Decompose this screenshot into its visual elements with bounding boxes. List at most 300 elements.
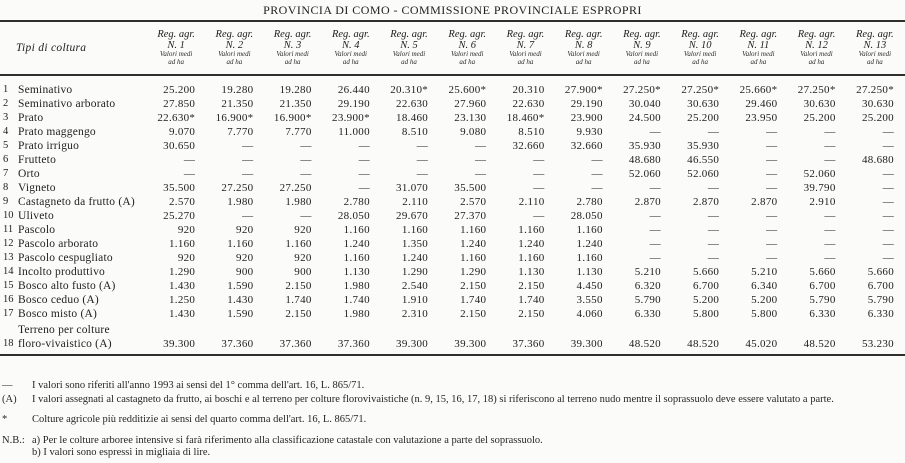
cell-value: 23.950	[745, 112, 778, 124]
cell-value: 1.980	[285, 196, 312, 208]
cell-value: 1.740	[460, 294, 487, 306]
cell-value: 35.930	[687, 140, 720, 152]
column-header-reg-agr-1: Reg. agr. N. 1 Valori medi ad ha	[157, 29, 195, 66]
cell-value: 28.050	[337, 210, 370, 222]
cell-value: —	[183, 168, 196, 180]
footnote-marker: N.B.:	[2, 434, 25, 446]
cell-value: —	[533, 154, 545, 166]
footnote-dash	[2, 380, 905, 393]
cell-value: 5.200	[751, 294, 778, 306]
cell-value: 27.900*	[564, 84, 603, 96]
cell-value: 27.370	[454, 210, 487, 222]
row-number: 11	[3, 224, 14, 235]
cell-value: 1.160	[518, 224, 545, 236]
cell-value: 29.460	[745, 98, 778, 110]
cell-value: 31.070	[396, 182, 429, 194]
cell-value: 25.270	[163, 210, 196, 222]
cell-value: 9.070	[168, 126, 196, 138]
cell-value: 920	[236, 252, 254, 264]
cell-value: 2.150	[460, 280, 487, 292]
table-row	[0, 153, 905, 167]
cell-value: 1.430	[168, 280, 196, 292]
cell-value: 21.350	[279, 98, 312, 110]
cell-value: 30.650	[163, 140, 196, 152]
table-row	[0, 237, 905, 251]
cell-value: 23.130	[454, 112, 487, 124]
cell-value: 920	[177, 224, 196, 236]
footnote-asterisk	[2, 414, 905, 427]
footnote-text: Colture agricole più redditizie ai sensi del quarto comma dell'art. 16, L. 865/71.	[32, 414, 367, 425]
cell-value: 6.340	[751, 280, 778, 292]
cell-value: 48.520	[687, 338, 720, 350]
row-number: 3	[3, 112, 9, 123]
cell-value: —	[882, 252, 894, 264]
cell-value: —	[824, 140, 836, 152]
cell-value: 2.870	[692, 196, 720, 208]
cell-value: 5.210	[751, 266, 778, 278]
cell-value: 28.050	[570, 210, 603, 222]
cell-value: —	[824, 252, 836, 264]
cell-value: 1.160	[460, 252, 487, 264]
cell-value: 1.160	[227, 238, 254, 250]
cell-value: 2.150	[285, 308, 312, 320]
cell-value: —	[183, 154, 196, 166]
cell-value: 39.300	[396, 338, 429, 350]
nb-line-a: a) Per le colture arboree intensive si farà riferimento alla classificazione catastale con valutazione a parte del soprassuolo.	[32, 434, 543, 446]
cell-value: 1.240	[576, 238, 603, 250]
row-label: Orto	[18, 168, 40, 180]
cell-value: 27.250*	[856, 84, 894, 96]
table-row	[0, 125, 905, 139]
cell-value: —	[649, 252, 661, 264]
cell-value: 1.240	[343, 238, 370, 250]
cell-value: —	[533, 182, 545, 194]
cell-value: —	[882, 140, 894, 152]
cell-value: 1.290	[401, 266, 429, 278]
table-row	[0, 265, 905, 279]
cell-value: 18.460	[396, 112, 429, 124]
footnote-text	[32, 435, 905, 460]
cell-value: 1.160	[401, 224, 429, 236]
cell-value: 6.700	[692, 280, 720, 292]
cell-value: 1.590	[227, 308, 254, 320]
cell-value: 5.800	[751, 308, 778, 320]
row-label: Frutteto	[18, 154, 57, 166]
cell-value: —	[824, 126, 836, 138]
cell-value: 920	[294, 252, 312, 264]
cell-value: 1.130	[518, 266, 545, 278]
row-label: Vigneto	[18, 182, 56, 194]
cell-value: 1.160	[576, 252, 603, 264]
cell-value: 18.460*	[506, 112, 545, 124]
cell-value: 3.550	[576, 294, 603, 306]
cell-value: 35.930	[628, 140, 661, 152]
footnote-marker: —	[2, 380, 13, 391]
cell-value: 26.440	[337, 84, 370, 96]
cell-value: 2.150	[285, 280, 312, 292]
cell-value: 39.300	[570, 338, 603, 350]
table-row	[0, 75, 905, 97]
table-row	[0, 307, 905, 321]
cell-value: 1.290	[168, 266, 196, 278]
cell-value: 6.330	[809, 308, 836, 320]
cell-value: —	[358, 154, 370, 166]
table-row	[0, 195, 905, 209]
cell-value: 37.360	[221, 338, 254, 350]
cell-value: —	[766, 224, 778, 236]
footnote-marker: *	[2, 414, 8, 425]
cell-value: 1.740	[343, 294, 370, 306]
cell-value: 22.630*	[157, 112, 196, 124]
column-header-reg-agr-3: Reg. agr. N. 3 Valori medi ad ha	[273, 29, 312, 66]
cell-value: 5.660	[692, 266, 720, 278]
column-header-reg-agr-6: Reg. agr. N. 6 Valori medi ad ha	[448, 29, 487, 66]
cell-value: 4.450	[576, 280, 603, 292]
cell-value: 20.310*	[390, 84, 429, 96]
cell-value: 7.770	[227, 126, 254, 138]
cell-value: 25.200	[163, 84, 196, 96]
cell-value: 2.150	[460, 308, 487, 320]
cell-value: 2.910	[809, 196, 836, 208]
row-number: 9	[3, 196, 9, 207]
cell-value: 30.040	[628, 98, 661, 110]
nb-line-b: b) I valori sono espressi in migliaia di lire.	[32, 447, 211, 458]
cell-value: 20.310	[512, 84, 545, 96]
cell-value: 30.630	[861, 98, 894, 110]
cell-value: 6.700	[809, 280, 836, 292]
row-number: 12	[3, 238, 14, 249]
footnote-text: I valori assegnati al castagneto da frutto, ai boschi e al terreno per colture florovivaistiche (n. 9, 15, 16, 17, 18) si riferiscono al terreno nudo mentre il soprassuolo deve essere valutato a parte.	[32, 393, 834, 405]
row-number: 1	[3, 84, 9, 95]
cell-value: 39.300	[454, 338, 487, 350]
cell-value: 1.130	[576, 266, 603, 278]
cell-value: 2.570	[168, 196, 196, 208]
cell-value: 5.200	[692, 294, 720, 306]
cell-value: —	[824, 154, 836, 166]
cell-value: —	[766, 168, 778, 180]
cell-value: —	[242, 168, 254, 180]
cell-value: 39.300	[163, 338, 196, 350]
cell-value: 1.740	[518, 294, 545, 306]
table-row	[0, 111, 905, 125]
cell-value: 900	[294, 266, 312, 278]
cell-value: 2.780	[576, 196, 603, 208]
cell-value: 6.330	[867, 308, 894, 320]
cell-value: —	[416, 168, 429, 180]
cell-value: 32.660	[512, 140, 545, 152]
cell-value: 1.250	[168, 294, 196, 306]
column-header-reg-agr-12: Reg. agr. N. 12 Valori medi ad ha	[797, 29, 836, 66]
table-row	[0, 279, 905, 293]
cell-value: —	[707, 238, 720, 250]
cell-value: —	[649, 224, 661, 236]
cell-value: —	[766, 210, 778, 222]
cell-value: 1.590	[227, 280, 254, 292]
cell-value: —	[358, 182, 370, 194]
cell-value: 27.250*	[623, 84, 661, 96]
cell-value: —	[649, 182, 661, 194]
cell-value: —	[824, 224, 836, 236]
cell-value: 1.430	[168, 308, 196, 320]
table-row	[0, 251, 905, 265]
row-number: 10	[3, 210, 14, 221]
cell-value: 11.000	[338, 126, 370, 138]
footnote-castagneto	[2, 394, 905, 407]
cell-value: 1.240	[401, 252, 429, 264]
cell-value: —	[766, 238, 778, 250]
cell-value: 1.980	[343, 308, 370, 320]
cell-value: —	[707, 210, 720, 222]
cell-value: —	[533, 168, 545, 180]
row-number: 14	[3, 266, 14, 277]
cell-value: 5.790	[634, 294, 661, 306]
cell-value: 27.250	[221, 182, 254, 194]
cell-value: 52.060	[803, 168, 836, 180]
cell-value: —	[475, 168, 487, 180]
cell-value: 2.570	[460, 196, 487, 208]
cell-value: —	[649, 210, 661, 222]
column-header-reg-agr-10: Reg. agr. N. 10 Valori medi ad ha	[681, 29, 719, 66]
cell-value: 8.510	[518, 126, 545, 138]
cell-value: —	[766, 140, 778, 152]
cell-value: 5.660	[809, 266, 836, 278]
column-header-tipi-di-coltura: Tipi di coltura	[16, 42, 87, 54]
cell-value: —	[766, 252, 778, 264]
cell-value: —	[242, 154, 254, 166]
column-header-reg-agr-11: Reg. agr. N. 11 Valori medi ad ha	[739, 29, 778, 66]
cell-value: 5.800	[692, 308, 720, 320]
cell-value: 23.900*	[332, 112, 370, 124]
cell-value: 1.980	[227, 196, 254, 208]
cell-value: 1.430	[227, 294, 254, 306]
row-label: Seminativo arborato	[18, 98, 116, 110]
cell-value: 35.500	[454, 182, 487, 194]
cell-value: —	[475, 140, 487, 152]
cell-value: —	[882, 182, 894, 194]
cell-value: 1.980	[343, 280, 370, 292]
cell-value: 1.160	[285, 238, 312, 250]
cell-value: 25.200	[687, 112, 720, 124]
cell-value: 1.160	[576, 224, 603, 236]
cell-value: 37.360	[337, 338, 370, 350]
cell-value: —	[882, 126, 894, 138]
cell-value: —	[707, 224, 720, 236]
cell-value: 45.020	[745, 338, 778, 350]
cell-value: —	[824, 238, 836, 250]
cell-value: —	[358, 140, 370, 152]
cell-value: —	[882, 196, 894, 208]
cell-value: 16.900*	[215, 112, 254, 124]
row-number: 17	[3, 308, 14, 319]
table-row	[0, 293, 905, 307]
cell-value: 25.200	[803, 112, 836, 124]
cell-value: 2.780	[343, 196, 370, 208]
cell-value: 29.190	[337, 98, 370, 110]
cell-value: 46.550	[687, 154, 720, 166]
row-label: Terreno per colture floro-vivaistico (A)	[18, 324, 112, 350]
row-label: Prato irriguo	[18, 140, 80, 152]
cell-value: 27.960	[454, 98, 487, 110]
cell-value: —	[416, 140, 429, 152]
cell-value: 1.160	[343, 224, 370, 236]
cell-value: 48.520	[803, 338, 836, 350]
cell-value: 2.310	[401, 308, 429, 320]
cell-value: 1.160	[343, 252, 370, 264]
cell-value: 2.870	[634, 196, 661, 208]
table-header	[0, 21, 905, 75]
table-row	[0, 181, 905, 195]
cell-value: 920	[294, 224, 312, 236]
cell-value: 6.700	[867, 280, 894, 292]
row-number: 18	[3, 338, 14, 349]
cell-value: —	[882, 238, 894, 250]
cell-value: 48.680	[861, 154, 894, 166]
cell-value: 5.660	[867, 266, 894, 278]
cell-value: 920	[236, 224, 254, 236]
row-label: Incolto produttivo	[18, 266, 105, 278]
footnotes	[0, 380, 905, 460]
cell-value: 25.200	[861, 112, 894, 124]
footnote-marker: (A)	[2, 393, 17, 405]
cell-value: —	[242, 210, 254, 222]
cell-value: 37.360	[512, 338, 545, 350]
cell-value: 30.630	[687, 98, 720, 110]
cell-value: —	[416, 154, 429, 166]
cell-value: 2.150	[518, 308, 545, 320]
cell-value: 25.660*	[739, 84, 778, 96]
row-label: Seminativo	[18, 84, 73, 96]
cell-value: 4.060	[576, 308, 603, 320]
row-label: Bosco misto (A)	[18, 308, 98, 320]
table-row	[0, 223, 905, 237]
row-label: Bosco ceduo (A)	[18, 294, 99, 306]
page-title: PROVINCIA DI COMO - COMMISSIONE PROVINCIALE ESPROPRI	[263, 3, 642, 17]
cell-value: 1.910	[401, 294, 429, 306]
column-header-reg-agr-4: Reg. agr. N. 4 Valori medi ad ha	[331, 29, 370, 66]
cell-value: 30.630	[803, 98, 836, 110]
table-row	[0, 209, 905, 223]
column-header-reg-agr-13: Reg. agr. N. 13 Valori medi ad ha	[856, 29, 894, 66]
cell-value: —	[591, 168, 603, 180]
cell-value: 2.870	[751, 196, 778, 208]
cell-value: 8.510	[401, 126, 429, 138]
row-number: 6	[3, 154, 9, 165]
footnote-text: I valori sono riferiti all'anno 1993 ai sensi del 1° comma dell'art. 16, L. 865/71.	[32, 380, 365, 391]
row-label: Pascolo arborato	[18, 238, 99, 250]
cell-value: 22.630	[396, 98, 429, 110]
cell-value: 6.330	[634, 308, 661, 320]
column-header-reg-agr-8: Reg. agr. N. 8 Valori medi ad ha	[564, 29, 603, 66]
row-label: Uliveto	[18, 210, 54, 222]
cell-value: 5.790	[867, 294, 894, 306]
column-header-reg-agr-5: Reg. agr. N. 5 Valori medi ad ha	[390, 29, 428, 66]
cell-value: —	[591, 182, 603, 194]
column-header-reg-agr-7: Reg. agr. N. 7 Valori medi ad ha	[506, 29, 545, 66]
cell-value: 1.240	[460, 238, 487, 250]
cell-value: 1.740	[285, 294, 312, 306]
cell-value: —	[707, 252, 720, 264]
cell-value: 1.160	[460, 224, 487, 236]
cell-value: —	[766, 126, 778, 138]
cell-value: 9.930	[576, 126, 603, 138]
table-row	[0, 139, 905, 153]
cell-value: 2.540	[401, 280, 429, 292]
row-number: 15	[3, 280, 14, 291]
row-number: 4	[3, 126, 9, 137]
row-number: 8	[3, 182, 9, 193]
cell-value: 53.230	[861, 338, 894, 350]
cell-value: 27.250*	[797, 84, 836, 96]
table-row	[0, 321, 905, 355]
espropri-values-table	[0, 20, 905, 356]
row-number: 2	[3, 98, 9, 109]
cell-value: 1.290	[460, 266, 487, 278]
cell-value: —	[591, 154, 603, 166]
cell-value: —	[300, 168, 312, 180]
cell-value: —	[882, 224, 894, 236]
cell-value: —	[242, 140, 254, 152]
cell-value: 5.210	[634, 266, 661, 278]
cell-value: 7.770	[285, 126, 312, 138]
table-row	[0, 167, 905, 181]
cell-value: 29.190	[570, 98, 603, 110]
cell-value: 16.900*	[273, 112, 312, 124]
cell-value: 6.320	[634, 280, 661, 292]
cell-value: —	[358, 168, 370, 180]
row-label: Pascolo cespugliato	[18, 252, 113, 264]
cell-value: 1.160	[168, 238, 196, 250]
cell-value: 27.250*	[681, 84, 720, 96]
table-row	[0, 97, 905, 111]
row-label: Prato maggengo	[18, 126, 96, 138]
row-label: Castagneto da frutto (A)	[18, 196, 135, 208]
cell-value: —	[300, 140, 312, 152]
cell-value: —	[766, 154, 778, 166]
cell-value: 21.350	[221, 98, 254, 110]
cell-value: —	[475, 154, 487, 166]
cell-value: 19.280	[279, 84, 312, 96]
cell-value: 5.790	[809, 294, 836, 306]
cell-value: 37.360	[279, 338, 312, 350]
cell-value: 35.500	[163, 182, 196, 194]
cell-value: 1.350	[401, 238, 429, 250]
cell-value: 29.670	[396, 210, 429, 222]
row-label: Bosco alto fusto (A)	[18, 280, 116, 292]
cell-value: 23.900	[570, 112, 603, 124]
cell-value: 900	[236, 266, 254, 278]
cell-value: 1.240	[518, 238, 545, 250]
cell-value: 2.150	[518, 280, 545, 292]
row-label: Pascolo	[18, 224, 56, 236]
row-number: 16	[3, 294, 14, 305]
cell-value: 9.080	[460, 126, 487, 138]
cell-value: 48.520	[628, 338, 661, 350]
cell-value: —	[649, 238, 661, 250]
cell-value: —	[707, 126, 720, 138]
cell-value: 48.680	[628, 154, 661, 166]
cell-value: 32.660	[570, 140, 603, 152]
cell-value: 920	[177, 252, 196, 264]
column-header-reg-agr-2: Reg. agr. N. 2 Valori medi ad ha	[215, 29, 254, 66]
cell-value: —	[882, 210, 894, 222]
cell-value: 52.060	[687, 168, 720, 180]
row-number: 7	[3, 168, 9, 179]
cell-value: 22.630	[512, 98, 545, 110]
footnote-nb	[2, 435, 905, 460]
cell-value: —	[649, 126, 661, 138]
cell-value: —	[766, 182, 778, 194]
column-header-reg-agr-9: Reg. agr. N. 9 Valori medi ad ha	[623, 29, 661, 66]
